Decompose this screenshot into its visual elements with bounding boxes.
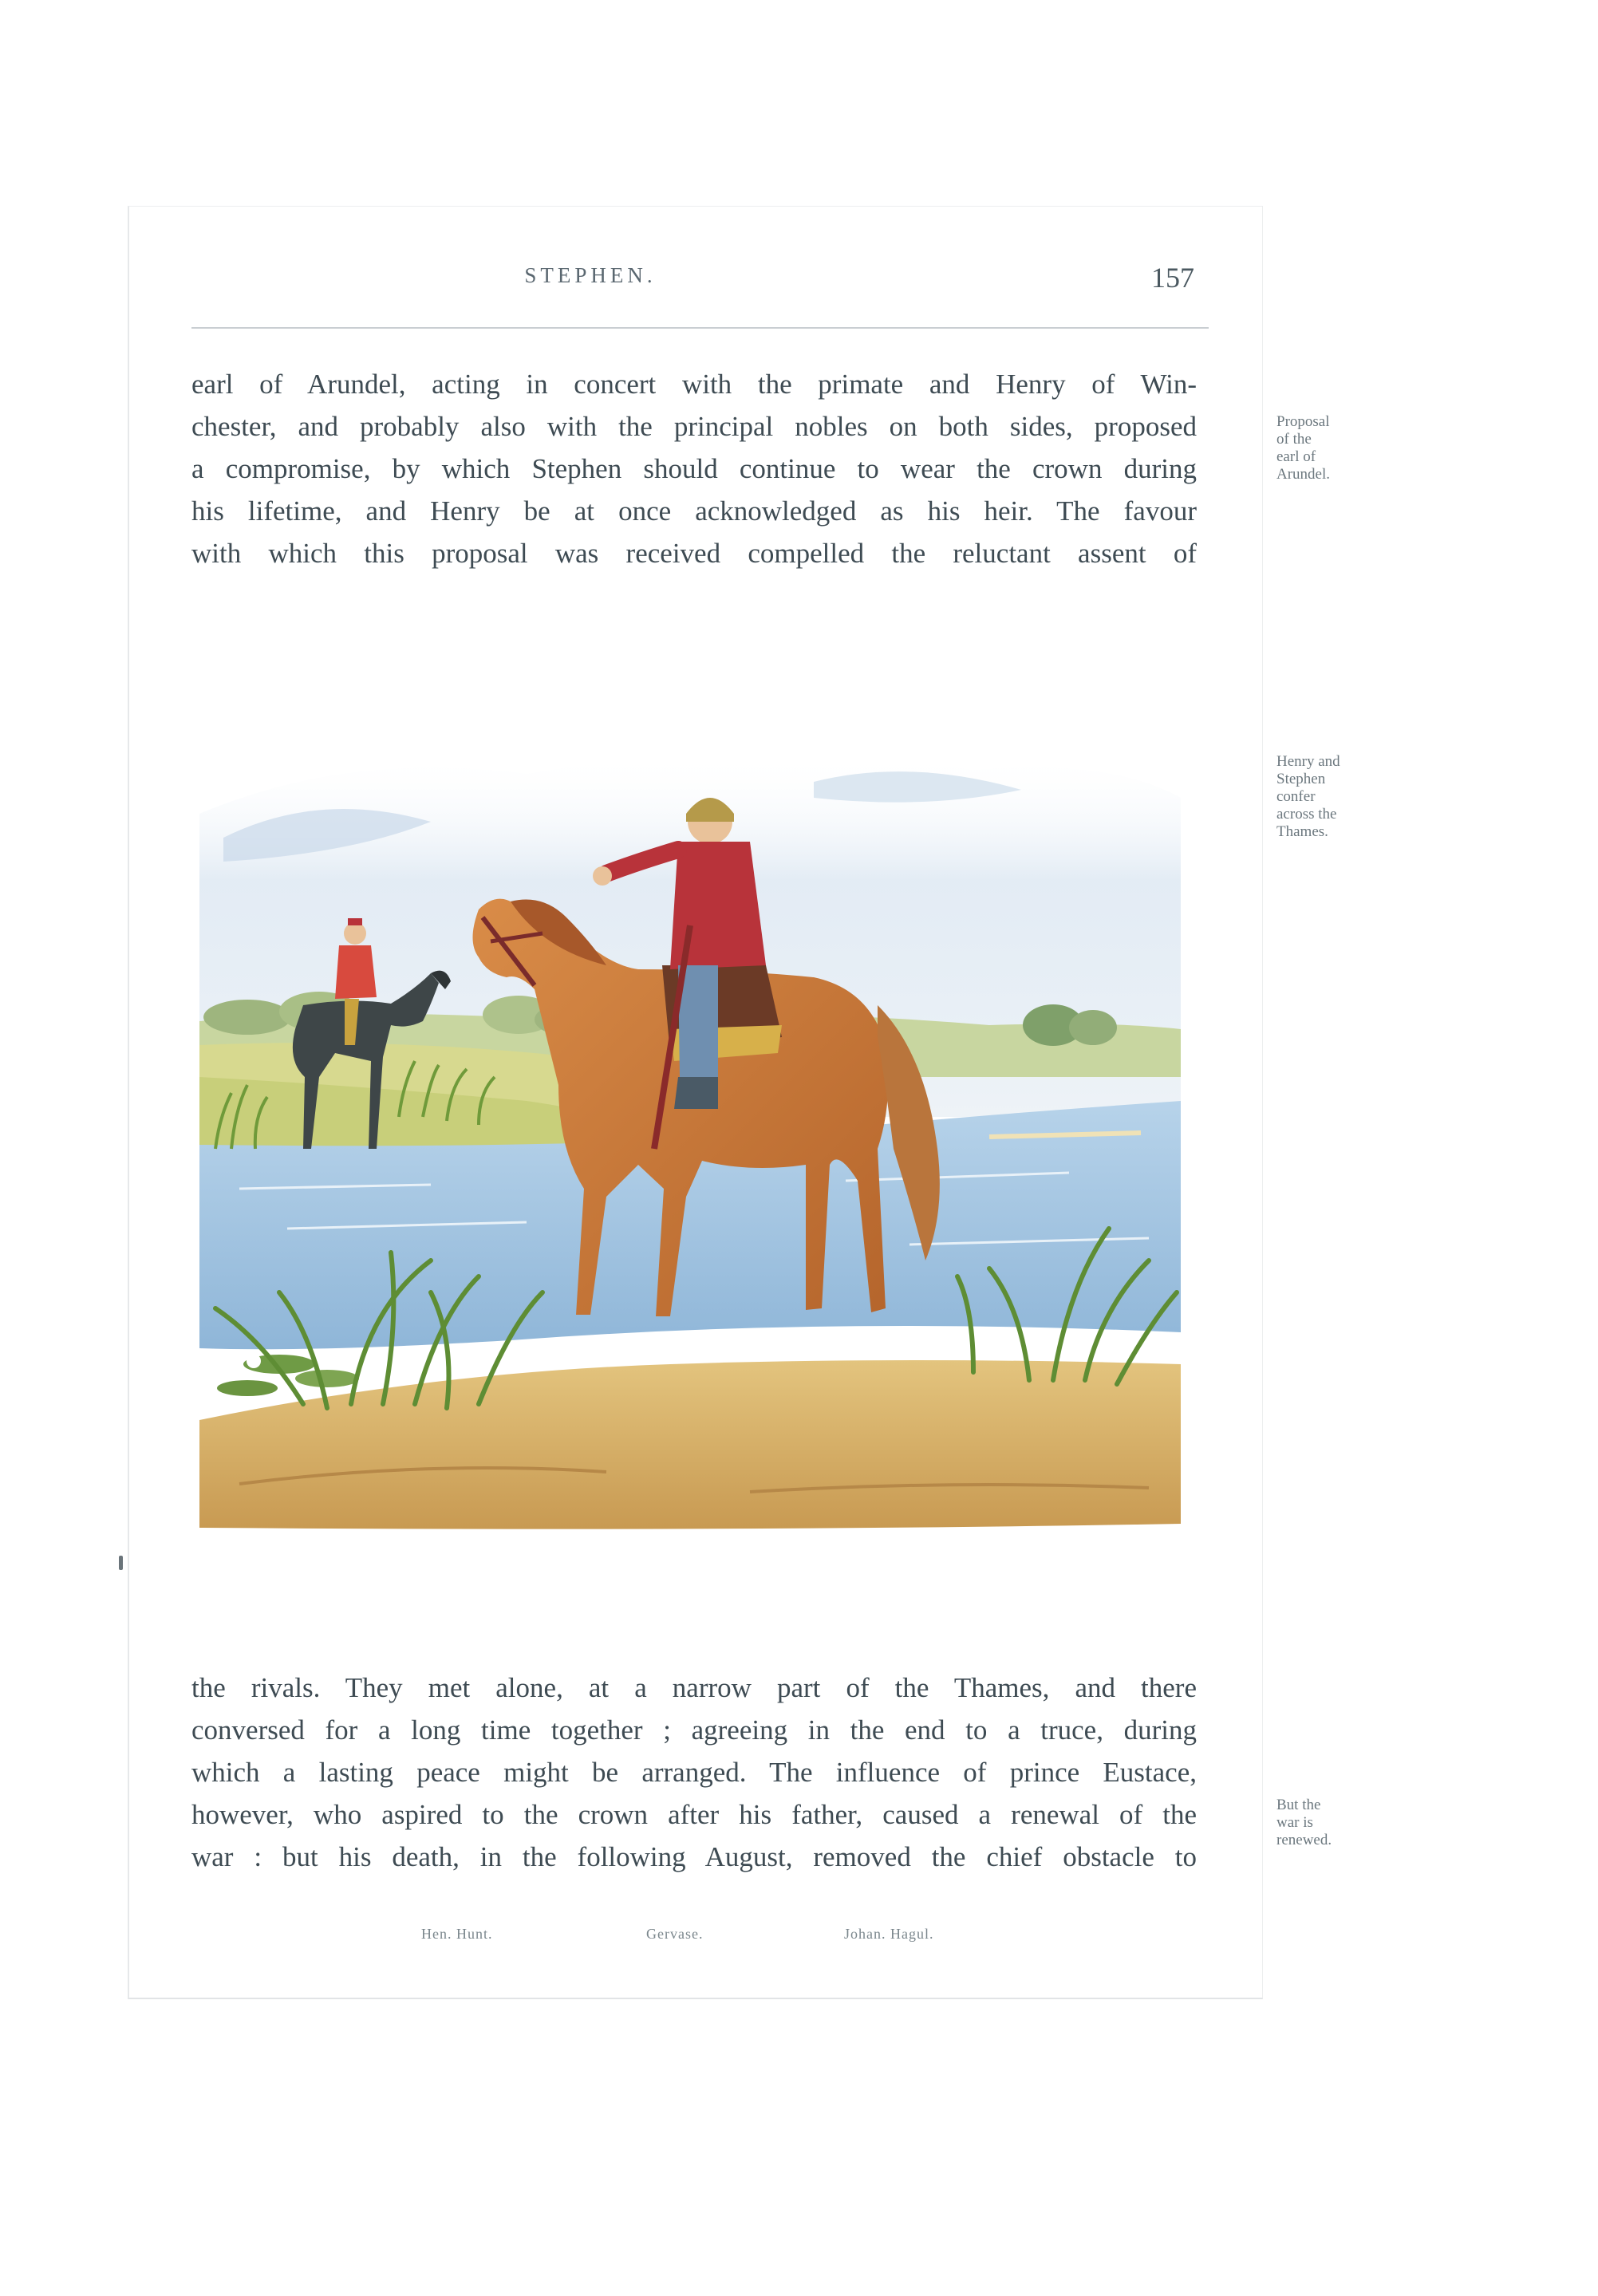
text-line: a compromise, by which Stephen should continue to wear the crown during [191,453,1197,484]
text-line: with which this proposal was received compelled the reluctant assent of [191,538,1197,569]
text-line: his lifetime, and Henry be at once acknowledged as his heir. The favour [191,495,1197,527]
sidenote-line: Henry and [1276,753,1340,770]
text-line: chester, and probably also with the principal nobles on both sides, proposed [191,411,1197,442]
sidenote-line: Arundel. [1276,466,1331,483]
text-line: which a lasting peace might be arranged. The influence of prince Eustace, [191,1757,1197,1788]
sidenote-war-renewed [1276,1797,1396,1849]
sidenote-line: renewed. [1276,1832,1332,1848]
text-line: however, who aspired to the crown after his father, caused a renewal of the [191,1799,1197,1830]
text-line: the rivals. They met alone, at a narrow part of the Thames, and there [191,1672,1197,1703]
sidenote-line: confer [1276,788,1316,805]
text-line: war : but his death, in the following August, removed the chief obstacle to [191,1841,1197,1872]
running-head: STEPHEN. [524,263,657,287]
margin-mark [119,1556,123,1570]
sidenote-line: of the [1276,431,1312,448]
sidenote-conference [1276,753,1396,841]
sidenote-line: war is [1276,1814,1313,1831]
body-text-bottom [191,1667,1197,1878]
sidenote-proposal [1276,413,1396,483]
header-rule [191,327,1209,329]
sidenote-line: across the [1276,806,1337,823]
body-text-top [191,363,1197,574]
text-line: conversed for a long time together ; agreeing in the end to a truce, during [191,1714,1197,1746]
sidenote-line: earl of [1276,448,1316,465]
text-line: earl of Arundel, acting in concert with the primate and Henry of Win- [191,369,1197,400]
footnote-ref: Gervase. [646,1926,704,1942]
footnote-ref: Johan. Hagul. [844,1926,934,1942]
footnote-ref: Hen. Hunt. [421,1926,493,1942]
sidenote-line: But the [1276,1797,1321,1813]
sidenote-line: Thames. [1276,823,1328,840]
sidenote-line: Proposal [1276,413,1330,430]
sidenote-line: Stephen [1276,771,1326,787]
page-number: 157 [1151,262,1194,294]
two-horsemen-by-river-icon [191,702,1213,1540]
